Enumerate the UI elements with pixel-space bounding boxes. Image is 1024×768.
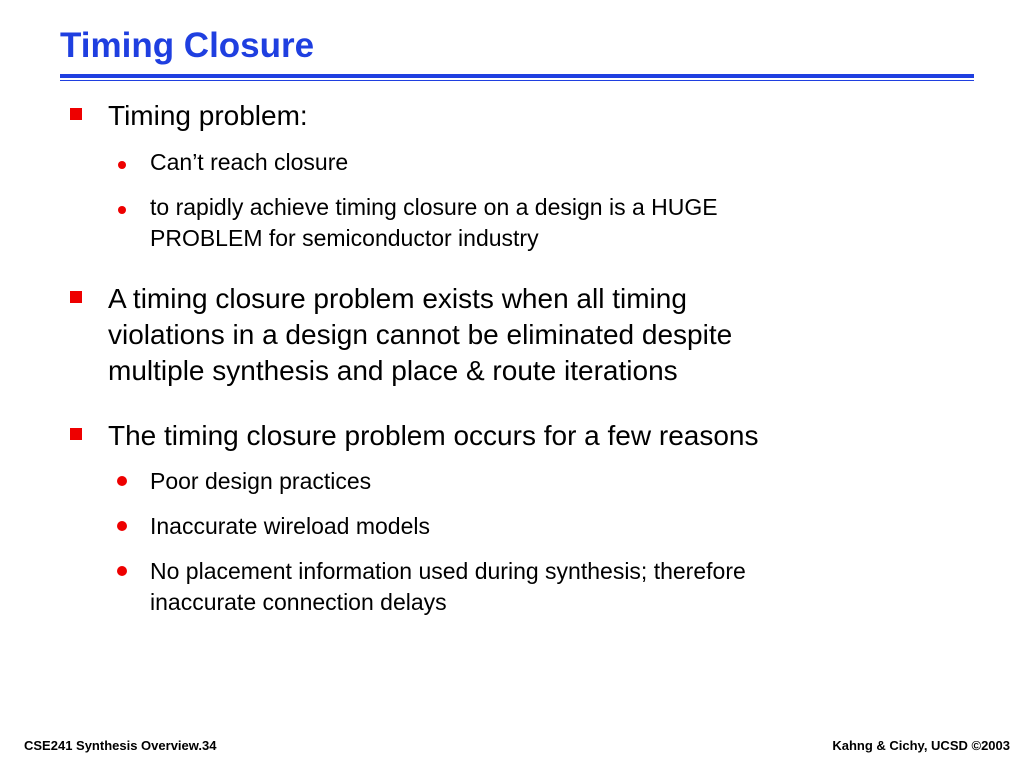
sub-bullet-text: Can’t reach closure xyxy=(150,149,349,175)
slide-title: Timing Closure xyxy=(60,26,315,65)
square-bullet-icon xyxy=(70,428,82,440)
square-bullet-icon xyxy=(70,108,82,120)
title-underline-thin xyxy=(60,80,974,81)
sub-bullet-text: inaccurate connection delays xyxy=(150,589,447,615)
sub-bullet-text: PROBLEM for semiconductor industry xyxy=(150,225,539,251)
dot-bullet-icon xyxy=(117,476,127,486)
bullet-text: A timing closure problem exists when all timing xyxy=(108,283,687,314)
bullet-text: The timing closure problem occurs for a few reasons xyxy=(108,420,759,451)
title-underline xyxy=(60,74,974,78)
dot-bullet-icon xyxy=(118,161,126,169)
sub-bullet-text: No placement information used during synthesis; therefore xyxy=(150,558,746,584)
bullet-text: violations in a design cannot be eliminated despite xyxy=(108,319,733,350)
footer-course-label: CSE241 Synthesis Overview.34 xyxy=(24,738,217,753)
sub-bullet-text: to rapidly achieve timing closure on a design is a HUGE xyxy=(150,194,718,220)
sub-bullet-text: Inaccurate wireload models xyxy=(150,513,430,539)
dot-bullet-icon xyxy=(118,206,126,214)
bullet-text: Timing problem: xyxy=(108,100,308,131)
bullet-text: multiple synthesis and place & route iterations xyxy=(108,355,678,386)
sub-bullet-text: Poor design practices xyxy=(150,468,372,494)
dot-bullet-icon xyxy=(117,521,127,531)
square-bullet-icon xyxy=(70,291,82,303)
dot-bullet-icon xyxy=(117,566,127,576)
footer-copyright: Kahng & Cichy, UCSD ©2003 xyxy=(832,738,1010,753)
